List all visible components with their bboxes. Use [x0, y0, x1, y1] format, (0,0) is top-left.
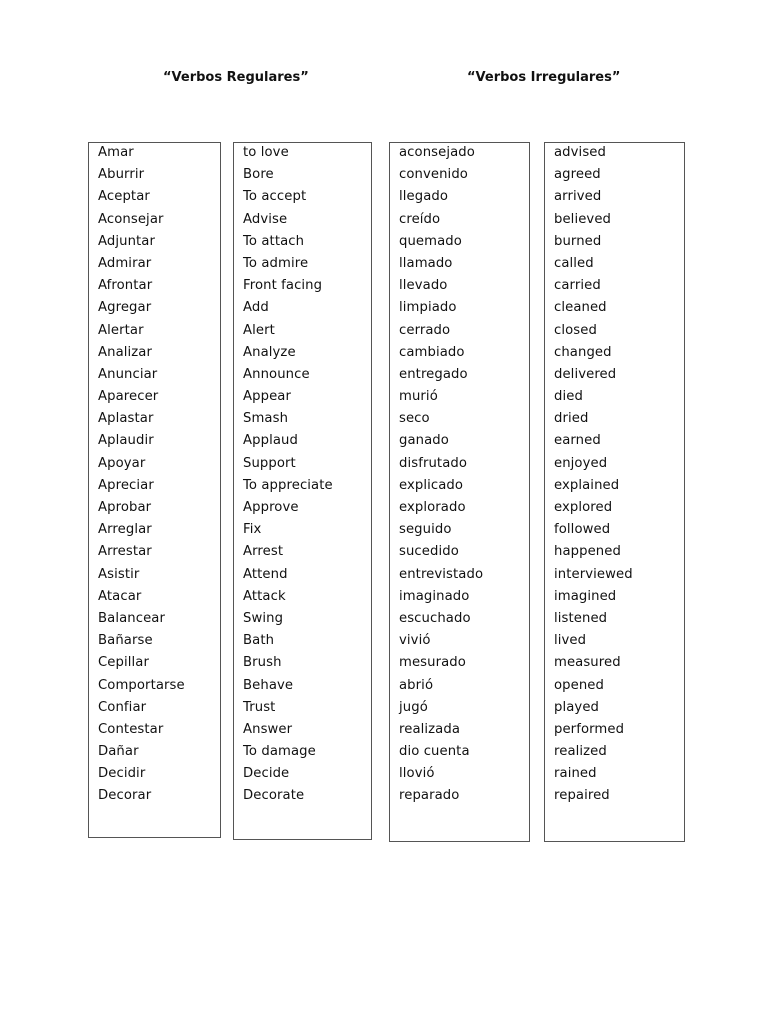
regular-english-translation: Behave: [243, 677, 294, 693]
regular-english-translation: Approve: [243, 500, 299, 515]
irregular-english-translation: happened: [554, 544, 621, 560]
irregular-english-translation: interviewed: [554, 566, 633, 582]
irregular-spanish-verb: sucedido: [399, 544, 459, 560]
regular-english-translation: Add: [243, 300, 269, 316]
irregular-spanish-verb: escuchado: [399, 610, 471, 626]
regular-spanish-verb: Arreglar: [98, 522, 152, 538]
regular-spanish-verb: Anunciar: [98, 366, 158, 382]
irregular-english-translation: changed: [554, 344, 612, 360]
regular-english-translation: Smash: [243, 411, 289, 427]
regular-spanish-verb: Admirar: [98, 255, 152, 271]
irregular-spanish-verb: convenido: [399, 167, 468, 183]
irregular-english-translation: cleaned: [554, 300, 607, 316]
regular-spanish-verb: Amar: [98, 145, 134, 160]
irregular-spanish-verb: ganado: [399, 433, 449, 449]
irregular-english-translation: delivered: [554, 366, 617, 382]
regular-spanish-verb: Decidir: [98, 766, 146, 782]
regular-spanish-verb: Balancear: [98, 610, 165, 626]
irregular-english-translation: repaired: [554, 788, 610, 804]
regular-english-translation: Advise: [243, 211, 288, 227]
irregular-spanish-verb: explicado: [399, 477, 464, 493]
irregular-spanish-verb: realizada: [399, 721, 461, 737]
irregular-spanish-verb: disfrutado: [399, 455, 468, 471]
regular-spanish-verb: Adjuntar: [98, 233, 156, 249]
irregular-spanish-verb: jugó: [399, 699, 428, 715]
irregular-spanish-verb: llegado: [399, 189, 449, 205]
irregular-spanish-verb: entregado: [399, 366, 468, 382]
regular-english-translation: Arrest: [243, 544, 284, 560]
regular-english-translation: Applaud: [243, 433, 298, 449]
irregular-english-translation: believed: [554, 211, 612, 227]
regular-spanish-verb: Decorar: [98, 788, 152, 804]
irregular-spanish-verb: llovió: [399, 766, 435, 782]
regular-english-translation: Decide: [243, 766, 290, 782]
irregular-spanish-verb: imaginado: [399, 588, 470, 604]
irregular-spanish-verb: creído: [399, 211, 441, 227]
regular-english-translation: Answer: [243, 721, 293, 737]
irregular-spanish-verb: explorado: [399, 500, 466, 515]
regular-english-translation: Appear: [243, 389, 291, 405]
regular-english-column: [233, 142, 372, 840]
irregular-english-translation: rained: [554, 766, 597, 782]
irregular-english-translation: played: [554, 699, 600, 715]
irregular-english-translation: advised: [554, 145, 606, 160]
regular-spanish-verb: Aparecer: [98, 389, 159, 405]
irregular-spanish-verb: cerrado: [399, 322, 451, 338]
regular-spanish-verb: Agregar: [98, 300, 152, 316]
regular-english-translation: Bath: [243, 633, 275, 649]
regular-spanish-verb: Alertar: [98, 322, 144, 338]
irregular-english-translation: listened: [554, 610, 608, 626]
heading-irregular-verbs: “Verbos Irregulares”: [467, 70, 621, 85]
irregular-english-translation: dried: [554, 411, 589, 427]
regular-spanish-verb: Aconsejar: [98, 211, 164, 227]
irregular-spanish-verb: vivió: [399, 633, 431, 649]
irregular-english-translation: performed: [554, 721, 625, 737]
irregular-english-translation: imagined: [554, 588, 617, 604]
irregular-spanish-verb: aconsejado: [399, 145, 475, 160]
regular-spanish-verb: Aprobar: [98, 500, 152, 515]
irregular-spanish-verb: mesurado: [399, 655, 466, 671]
regular-english-translation: To accept: [243, 189, 307, 205]
irregular-english-translation: burned: [554, 233, 602, 249]
regular-english-translation: Decorate: [243, 788, 305, 804]
regular-spanish-verb: Aburrir: [98, 167, 145, 183]
irregular-spanish-column: [389, 142, 530, 842]
irregular-english-translation: earned: [554, 433, 601, 449]
regular-spanish-verb: Dañar: [98, 744, 139, 760]
irregular-english-column: [544, 142, 685, 842]
irregular-english-translation: lived: [554, 633, 587, 649]
irregular-english-translation: measured: [554, 655, 621, 671]
regular-english-translation: To damage: [243, 744, 316, 760]
irregular-spanish-verb: murió: [399, 389, 438, 405]
irregular-english-translation: enjoyed: [554, 455, 608, 471]
irregular-english-translation: explained: [554, 477, 620, 493]
irregular-english-translation: died: [554, 389, 583, 405]
irregular-spanish-verb: reparado: [399, 788, 460, 804]
regular-spanish-verb: Contestar: [98, 721, 164, 737]
irregular-english-translation: agreed: [554, 167, 601, 183]
heading-regular-verbs: “Verbos Regulares”: [163, 70, 309, 85]
irregular-spanish-verb: dio cuenta: [399, 744, 470, 760]
regular-english-translation: Alert: [243, 322, 275, 338]
regular-english-translation: Analyze: [243, 344, 296, 360]
irregular-spanish-verb: llamado: [399, 255, 453, 271]
regular-spanish-verb: Aplaudir: [98, 433, 154, 449]
regular-spanish-verb: Comportarse: [98, 677, 185, 693]
regular-english-translation: Announce: [243, 366, 310, 382]
irregular-english-translation: carried: [554, 278, 601, 294]
irregular-spanish-verb: entrevistado: [399, 566, 484, 582]
regular-english-translation: Trust: [243, 699, 276, 715]
regular-spanish-verb: Asistir: [98, 566, 140, 582]
irregular-spanish-verb: seguido: [399, 522, 452, 538]
irregular-english-translation: followed: [554, 522, 611, 538]
regular-spanish-column: [88, 142, 221, 838]
irregular-spanish-verb: cambiado: [399, 344, 465, 360]
regular-english-translation: Brush: [243, 655, 282, 671]
regular-english-translation: to love: [243, 145, 289, 160]
regular-english-translation: Attend: [243, 566, 288, 582]
irregular-english-translation: closed: [554, 322, 597, 338]
irregular-english-translation: called: [554, 255, 594, 271]
regular-spanish-verb: Atacar: [98, 588, 142, 604]
regular-spanish-verb: Bañarse: [98, 633, 153, 649]
regular-english-translation: Attack: [243, 588, 286, 604]
regular-english-translation: To admire: [243, 255, 309, 271]
regular-english-translation: To attach: [243, 233, 305, 249]
irregular-spanish-verb: seco: [399, 411, 430, 427]
irregular-english-translation: arrived: [554, 189, 602, 205]
regular-english-translation: Support: [243, 455, 296, 471]
regular-english-translation: Swing: [243, 610, 284, 626]
irregular-spanish-verb: abrió: [399, 677, 434, 693]
regular-spanish-verb: Aplastar: [98, 411, 154, 427]
regular-english-translation: Fix: [243, 522, 262, 538]
regular-english-translation: Bore: [243, 167, 274, 183]
regular-spanish-verb: Apoyar: [98, 455, 146, 471]
regular-spanish-verb: Apreciar: [98, 477, 154, 493]
regular-spanish-verb: Cepillar: [98, 655, 149, 671]
regular-english-translation: Front facing: [243, 278, 323, 294]
regular-spanish-verb: Aceptar: [98, 189, 150, 205]
regular-spanish-verb: Analizar: [98, 344, 153, 360]
irregular-english-translation: explored: [554, 500, 613, 515]
regular-spanish-verb: Confiar: [98, 699, 147, 715]
irregular-english-translation: realized: [554, 744, 607, 760]
irregular-spanish-verb: limpiado: [399, 300, 457, 316]
irregular-spanish-verb: llevado: [399, 278, 448, 294]
regular-spanish-verb: Arrestar: [98, 544, 152, 560]
irregular-english-translation: opened: [554, 677, 604, 693]
regular-english-translation: To appreciate: [243, 477, 333, 493]
regular-spanish-verb: Afrontar: [98, 278, 153, 294]
irregular-spanish-verb: quemado: [399, 233, 462, 249]
